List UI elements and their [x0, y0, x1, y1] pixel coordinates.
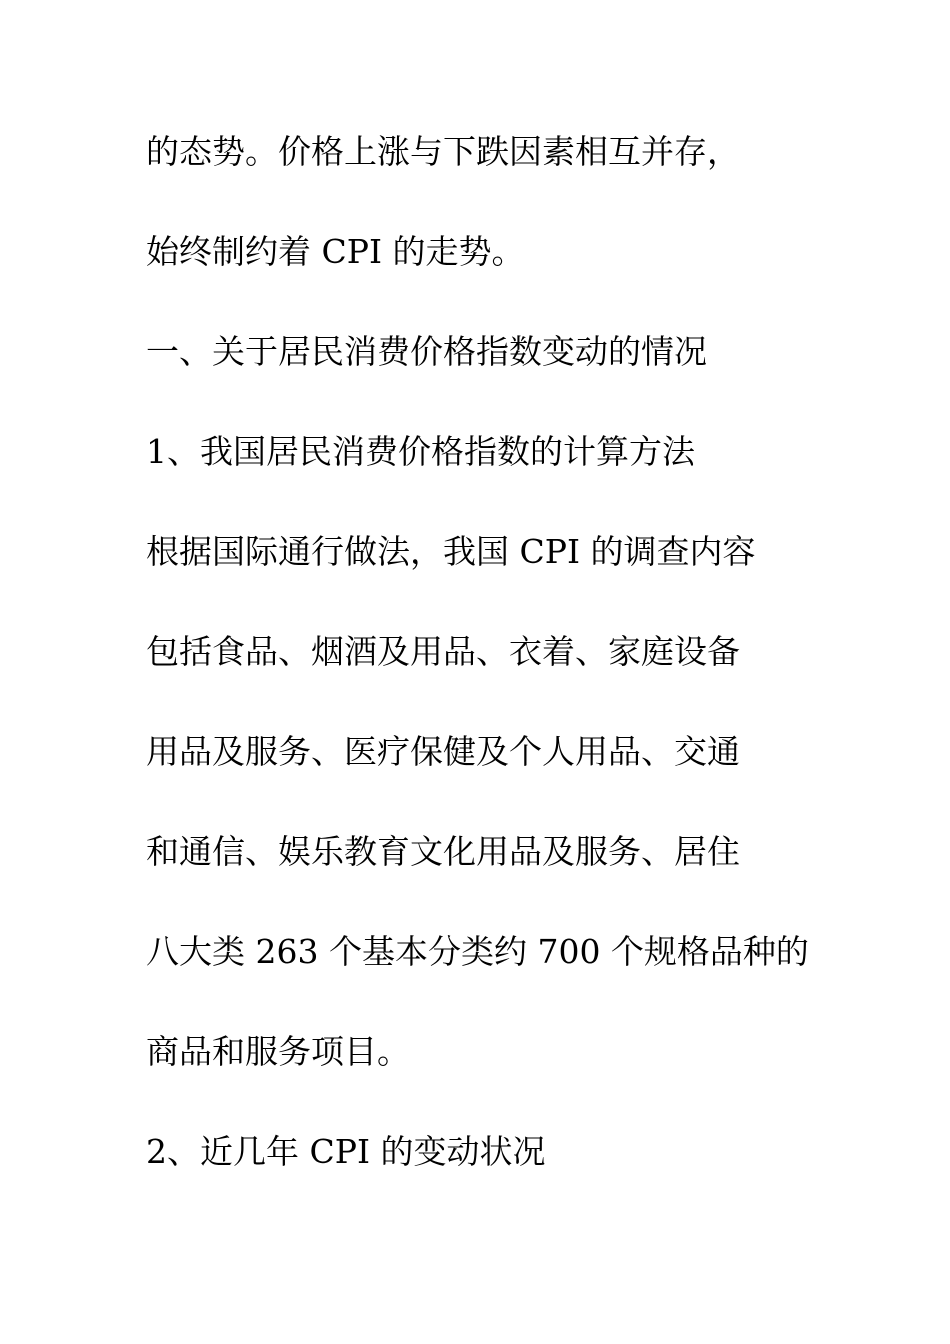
subsection-heading: 1、我国居民消费价格指数的计算方法: [146, 432, 695, 471]
subsection-heading: 2、近几年 CPI 的变动状况: [146, 1132, 546, 1171]
paragraph-line: 用品及服务、医疗保健及个人用品、交通: [146, 732, 740, 771]
paragraph-line: 八大类 263 个基本分类约 700 个规格品种的: [146, 932, 809, 971]
paragraph-line: 包括食品、烟酒及用品、衣着、家庭设备: [146, 632, 740, 671]
paragraph-line: 始终制约着 CPI 的走势。: [146, 232, 525, 271]
paragraph-line: 的态势。价格上涨与下跌因素相互并存，: [146, 132, 740, 171]
paragraph-line: 和通信、娱乐教育文化用品及服务、居住: [146, 832, 740, 871]
paragraph-line: 根据国际通行做法，我国 CPI 的调查内容: [146, 532, 756, 571]
paragraph-line: 商品和服务项目。: [146, 1032, 410, 1071]
section-heading: 一、关于居民消费价格指数变动的情况: [146, 332, 707, 371]
